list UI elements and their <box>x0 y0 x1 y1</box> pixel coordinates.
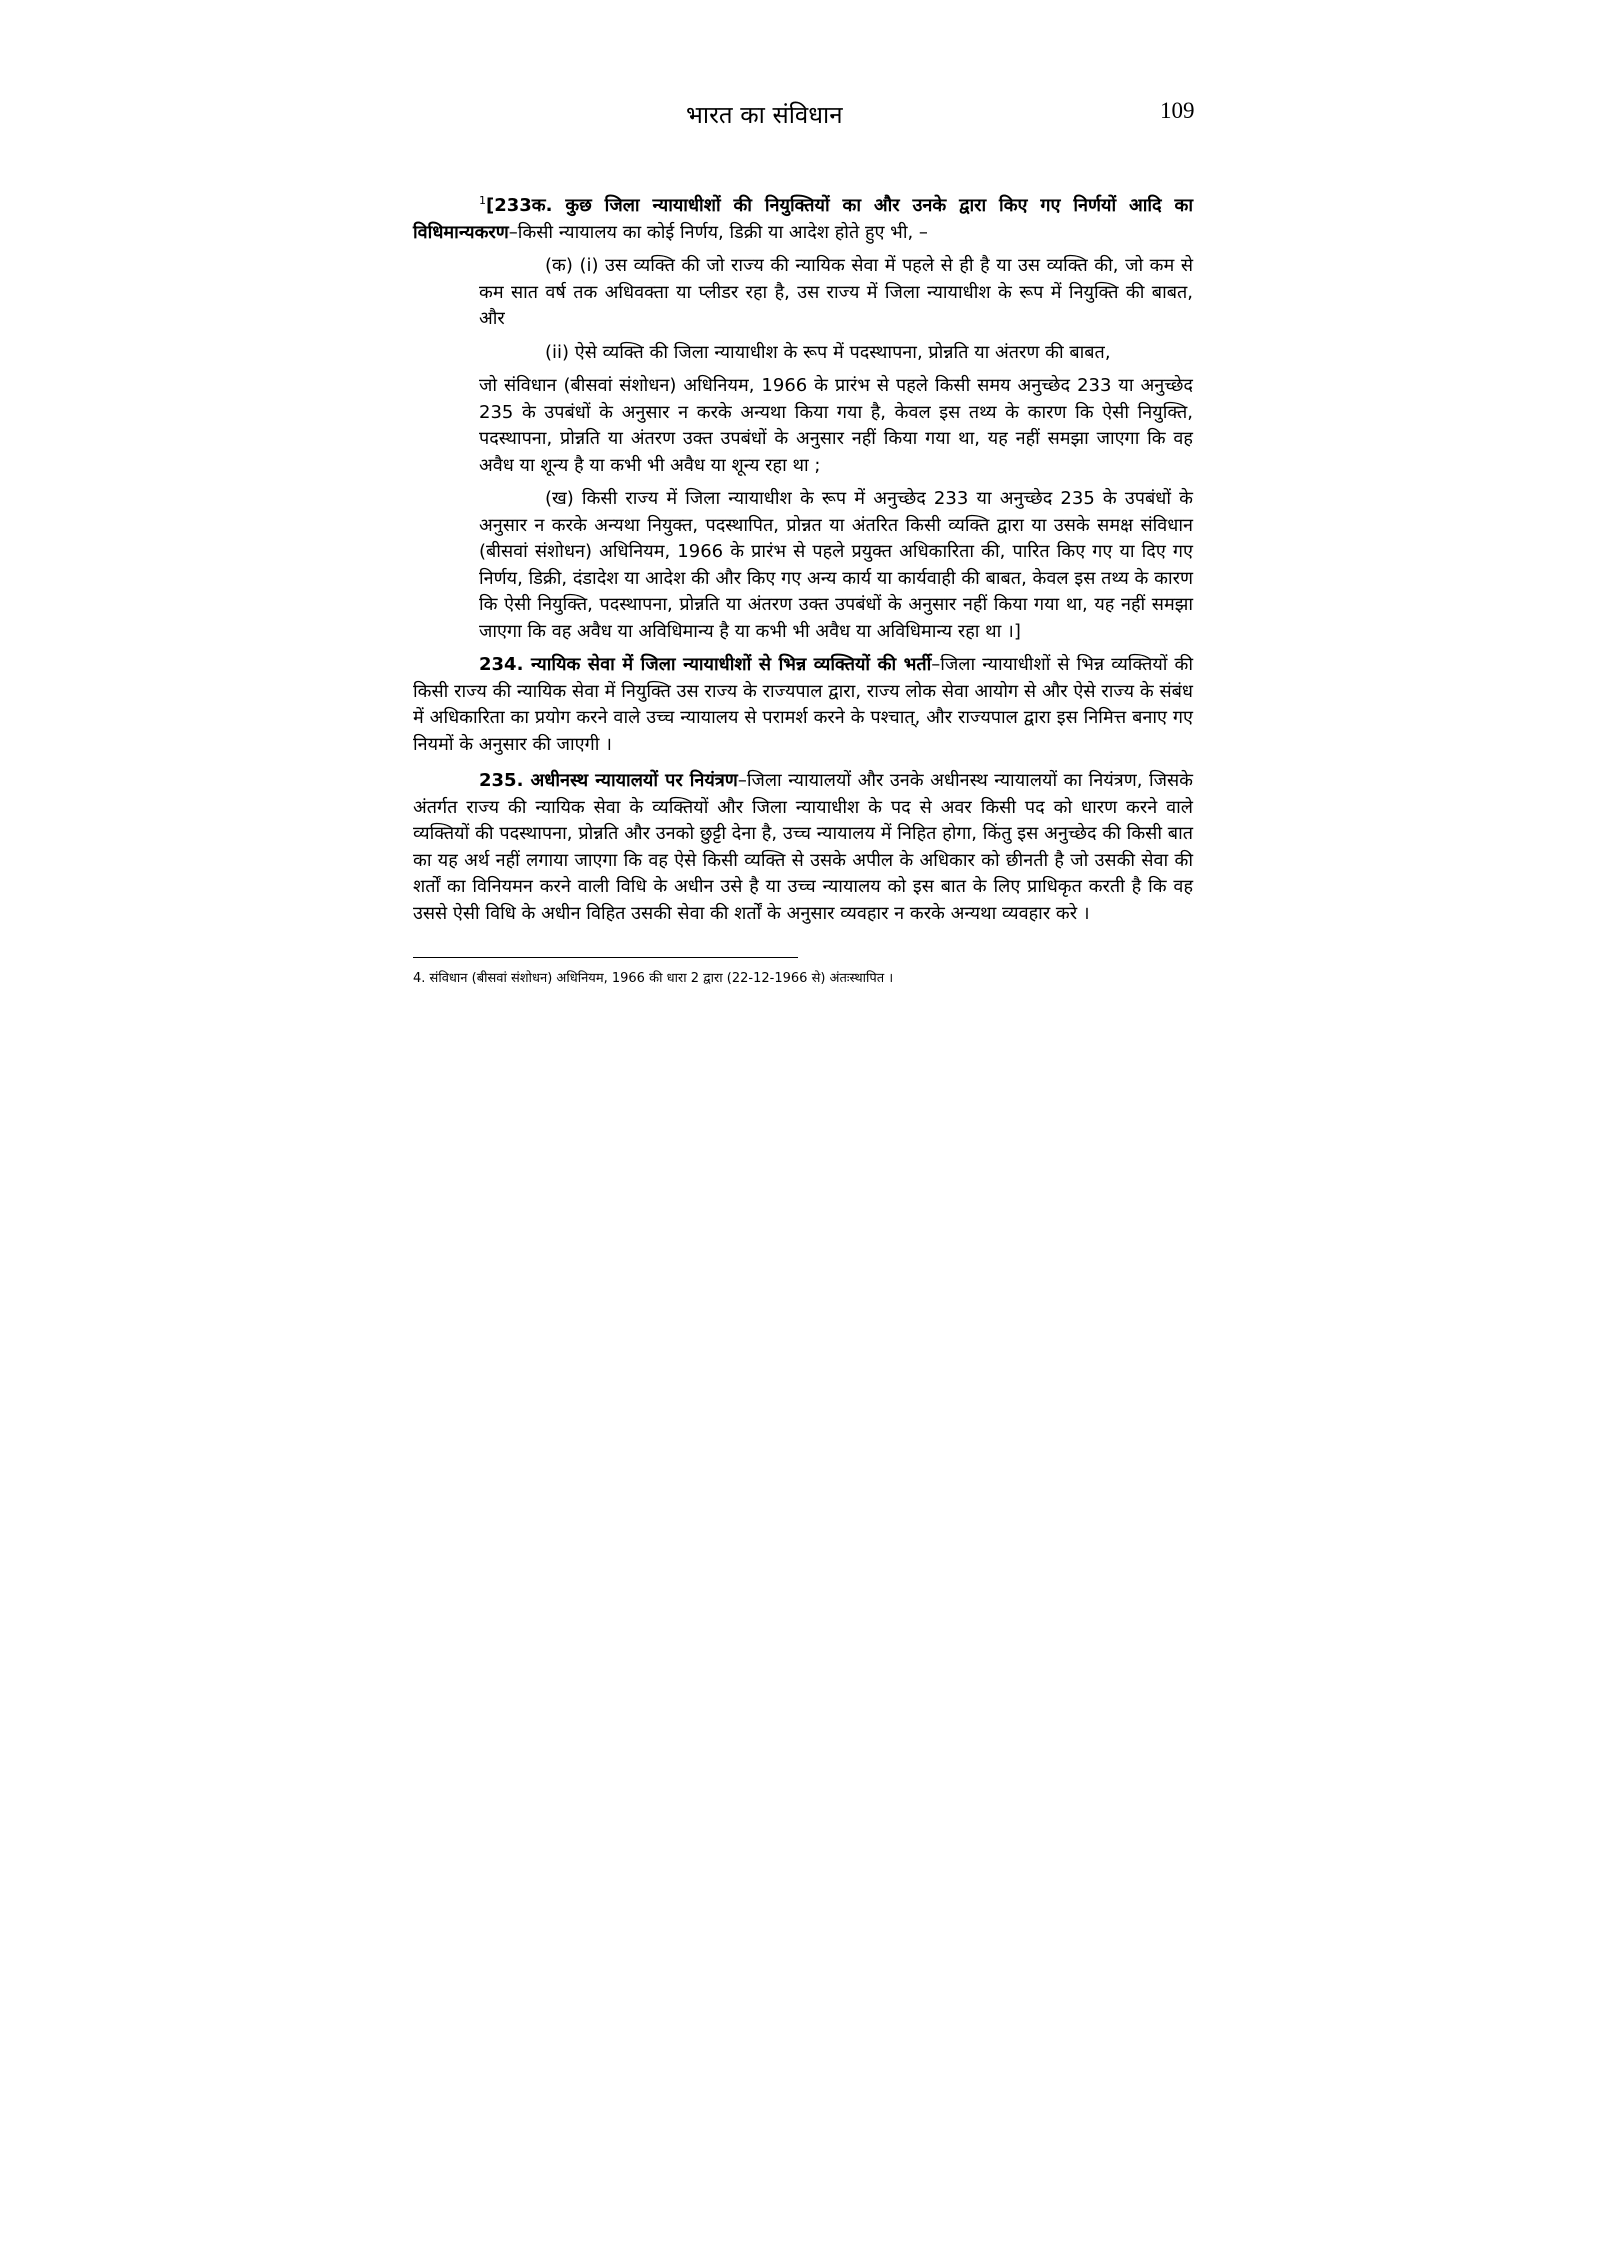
clause-ka-i: (क) (i) उस व्यक्ति की जो राज्य की न्यायिक सेवा में पहले से ही है या उस व्यक्ति की, जो कम से कम सात वर्ष तक अधिवक्ता या प्लीडर रहा है, उस राज्य में जिला न्यायाधीश के रूप में नियुक्ति की बाबत, और <box>479 255 1193 329</box>
article-233a-paragraph <box>413 193 1193 246</box>
clause-ka-ii: (ii) ऐसे व्यक्ति की जिला न्यायाधीश के रूप में पदस्थापना, प्रोन्नति या अंतरण की बाबत, <box>545 341 1111 363</box>
article-234-paragraph <box>413 652 1193 758</box>
clause-kha: (ख) किसी राज्य में जिला न्यायाधीश के रूप में अनुच्छेद 233 या अनुच्छेद 235 के उपबंधों के अनुसार न करके अन्यथा नियुक्त, पदस्थापित, प्रोन्नत या अंतरित किसी व्यक्ति द्वारा या उसके समक्ष संविधान (बीसवां संशोधन) अधिनियम, 1966 के प्रारंभ से पहले प्रयुक्त अधिकारिता की, पारित किए गए या दिए गए निर्णय, डिक्री, दंडादेश या आदेश की और किए गए अन्य कार्य या कार्यवाही की बाबत, केवल इस तथ्य के कारण कि ऐसी नियुक्ति, पदस्थापना, प्रोन्नति या अंतरण उक्त उपबंधों के अनुसार नहीं किया गया था, यह नहीं समझा जाएगा कि वह अवैध या अविधिमान्य है या कभी भी अवैध या अविधिमान्य रहा था ।] <box>479 488 1193 642</box>
page-header <box>0 98 1600 138</box>
clause-ka-tail: जो संविधान (बीसवां संशोधन) अधिनियम, 1966 के प्रारंभ से पहले किसी समय अनुच्छेद 233 या अनुच्छेद 235 के उपबंधों के अनुसार न करके अन्यथा किया गया है, केवल इस तथ्य के कारण कि ऐसी नियुक्ति, पदस्थापना, प्रोन्नति या अंतरण उक्त उपबंधों के अनुसार नहीं किया गया था, यह नहीं समझा जाएगा कि वह अवैध या शून्य है या कभी भी अवैध या शून्य रहा था ; <box>479 375 1193 476</box>
article-235-body: –जिला न्यायालयों और उनके अधीनस्थ न्यायालयों का नियंत्रण, जिसके अंतर्गत राज्य की न्यायिक सेवा के व्यक्तियों और जिला न्यायाधीश के पद से अवर किसी पद को धारण करने वाले व्यक्तियों की पदस्थापना, प्रोन्नति और उनको छुट्टी देना है, उच्च न्यायालय में निहित होगा, किंतु इस अनुच्छेद की किसी बात का यह अर्थ नहीं लगाया जाएगा कि वह ऐसे किसी व्यक्ति से उसके अपील के अधिकार को छीनती है जो उसकी सेवा की शर्तों का विनियमन करने वाली विधि के अधीन उसे है या उच्च न्यायालय को इस बात के लिए प्राधिकृत करती है कि वह उससे ऐसी विधि के अधीन विहित उसकी सेवा की शर्तों के अनुसार व्यवहार न करके अन्यथा व्यवहार करे । <box>413 770 1193 924</box>
article-234-heading: 234. न्यायिक सेवा में जिला न्यायाधीशों से भिन्न व्यक्तियों की भर्ती <box>479 654 932 675</box>
article-234-body: –जिला न्यायाधीशों से भिन्न व्यक्तियों की किसी राज्य की न्यायिक सेवा में नियुक्ति उस राज्य के राज्यपाल द्वारा, राज्य लोक सेवा आयोग से और ऐसे राज्य के संबंध में अधिकारिता का प्रयोग करने वाले उच्च न्यायालय से परामर्श करने के पश्चात्, और राज्यपाल द्वारा इस निमित्त बनाए गए नियमों के अनुसार की जाएगी । <box>413 654 1194 755</box>
page-title: भारत का संविधान <box>686 101 843 129</box>
article-235-heading: 235. अधीनस्थ न्यायालयों पर नियंत्रण <box>479 770 738 791</box>
article-233a-intro: –किसी न्यायालय का कोई निर्णय, डिक्री या आदेश होते हुए भी, – <box>508 221 928 243</box>
article-233a-heading: [233क. कुछ जिला न्यायाधीशों की नियुक्तियों का और उनके द्वारा किए गए निर्णयों आदि का विधिमान्यकरण <box>413 195 1193 243</box>
footnote-divider <box>413 957 798 958</box>
footnote-marker: 1 <box>479 194 486 207</box>
page-number: 109 <box>1160 98 1195 123</box>
article-235-paragraph <box>413 768 1193 927</box>
footnote: 4. संविधान (बीसवां संशोधन) अधिनियम, 1966 की धारा 2 द्वारा (22-12-1966 से) अंतःस्थापित । <box>413 971 894 986</box>
document-body <box>413 193 1193 988</box>
